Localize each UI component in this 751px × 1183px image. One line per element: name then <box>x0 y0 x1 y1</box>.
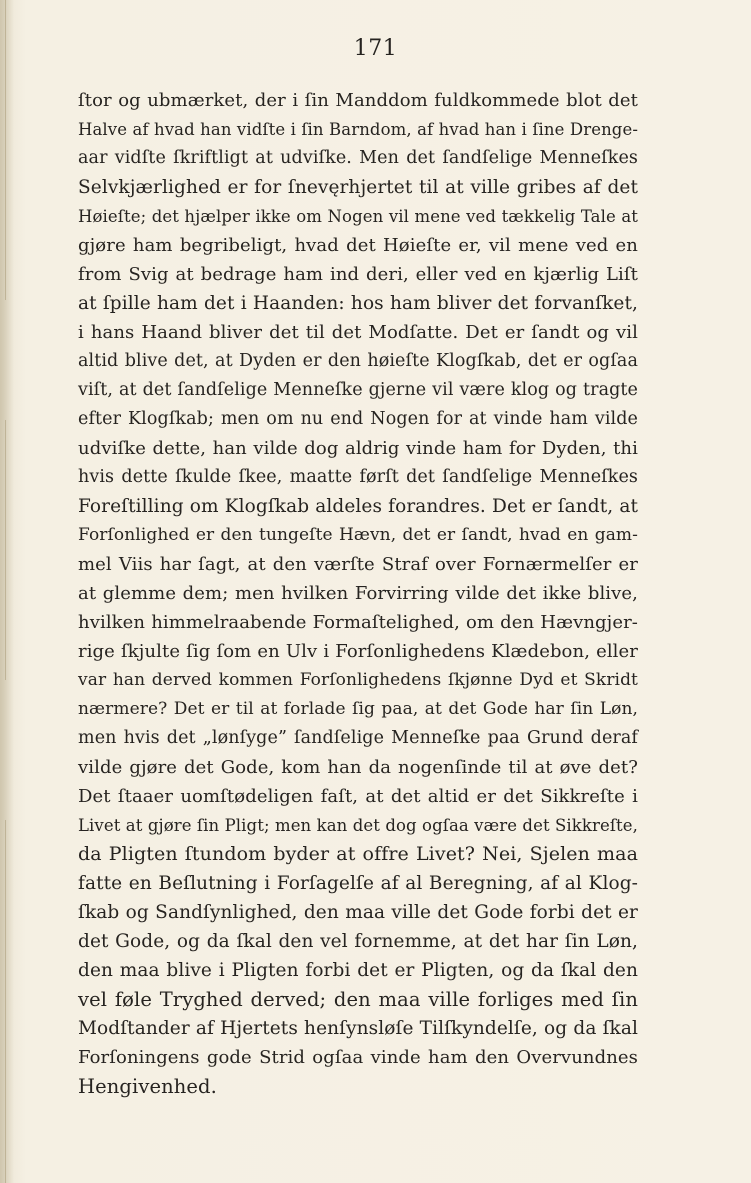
text-line: viſt, at det ſandſelige Menneſke gjerne vil være klog og tragte <box>78 380 638 400</box>
text-line: Forſonlighed er den tungeſte Hævn, det er ſandt, hvad en gam- <box>78 525 638 545</box>
text-line: at glemme dem; men hvilken Forvirring vilde det ikke blive, <box>78 583 638 604</box>
text-line: fatte en Beſlutning i Forſagelſe af al Beregning, af al Klog- <box>78 873 638 894</box>
text-line: aar vidſte ſkriftligt at udviſke. Men det ſandſelige Menneſkes <box>78 148 638 168</box>
text-line: det Gode, og da ſkal den vel fornemme, at det har ſin Løn, <box>78 931 638 952</box>
text-line: men hvis det „lønſyge” ſandſelige Menneſke paa Grund deraf <box>78 728 638 748</box>
text-line: udviſke dette, han vilde dog aldrig vinde ham for Dyden, thi <box>78 438 638 459</box>
text-line: altid blive det, at Dyden er den høieſte Klogſkab, det er ogſaa <box>78 351 638 371</box>
text-line: var han derved kommen Forſonlighedens ſkjønne Dyd et Skridt <box>78 670 638 690</box>
text-line: nærmere? Det er til at forlade ſig paa, at det Gode har ſin Løn, <box>78 699 638 719</box>
gutter-edge <box>5 820 6 1183</box>
text-line: Selvkjærlighed er for ſnevęrhjertet til at ville gribes af det <box>78 177 638 198</box>
text-line: Hengivenhed. <box>78 1075 217 1098</box>
body-text <box>78 86 638 1101</box>
text-line: da Pligten ſtundom byder at offre Livet? Nei, Sjelen maa <box>78 843 638 865</box>
gutter-shadow <box>0 0 14 1183</box>
page-number: 171 <box>353 36 398 61</box>
text-line: vilde gjøre det Gode, kom han da nogenſinde til at øve det? <box>78 757 638 778</box>
text-line: i hans Haand bliver det til det Modſatte. Det er ſandt og vil <box>78 322 638 343</box>
text-line: gjøre ham begribeligt, hvad det Høieſte er, vil mene ved en <box>78 235 638 256</box>
text-line: Høieſte; det hjælper ikke om Nogen vil mene ved tækkelig Tale at <box>78 207 638 226</box>
text-line: Foreſtilling om Klogſkab aldeles forandres. Det er ſandt, at <box>78 496 638 517</box>
text-line: Livet at gjøre ſin Pligt; men kan det dog ogſaa være det Sikkreſte, <box>78 816 638 835</box>
text-line: Modſtander af Hjertets henſynsløſe Tilſkyndelſe, og da ſkal <box>78 1018 638 1039</box>
text-line: ſtor og ubmærket, der i ſin Manddom fuldkommede blot det <box>78 90 638 111</box>
text-line: Forſoningens gode Strid ogſaa vinde ham den Overvundnes <box>78 1047 638 1068</box>
gutter-edge <box>5 420 6 680</box>
text-line: Halve af hvad han vidſte i ſin Barndom, af hvad han i ſine Drenge- <box>78 120 638 139</box>
text-line: at ſpille ham det i Haanden: hos ham bliver det forvanſket, <box>78 293 638 314</box>
text-line: vel føle Tryghed derved; den maa ville forliges med ſin <box>78 988 638 1011</box>
text-line: efter Klogſkab; men om nu end Nogen for at vinde ham vilde <box>78 409 638 429</box>
text-line: mel Viis har ſagt, at den værſte Straf over Fornærmelſer er <box>78 554 638 575</box>
text-line: den maa blive i Pligten forbi det er Pligten, og da ſkal den <box>78 960 638 981</box>
text-line: from Svig at bedrage ham ind deri, eller ved en kjærlig Liſt <box>78 264 638 285</box>
text-line: Det ſtaaer uomſtødeligen faſt, at det altid er det Sikkreſte i <box>78 786 638 807</box>
text-line: hvis dette ſkulde ſkee, maatte førſt det ſandſelige Menneſkes <box>78 467 638 487</box>
text-line: hvilken himmelraabende Formaſtelighed, om den Hævngjer- <box>78 612 638 633</box>
text-line: rige ſkjulte ſig ſom en Ulv i Forſonlighedens Klædebon, eller <box>78 641 638 662</box>
text-line: ſkab og Sandſynlighed, den maa ville det Gode forbi det er <box>78 902 638 923</box>
